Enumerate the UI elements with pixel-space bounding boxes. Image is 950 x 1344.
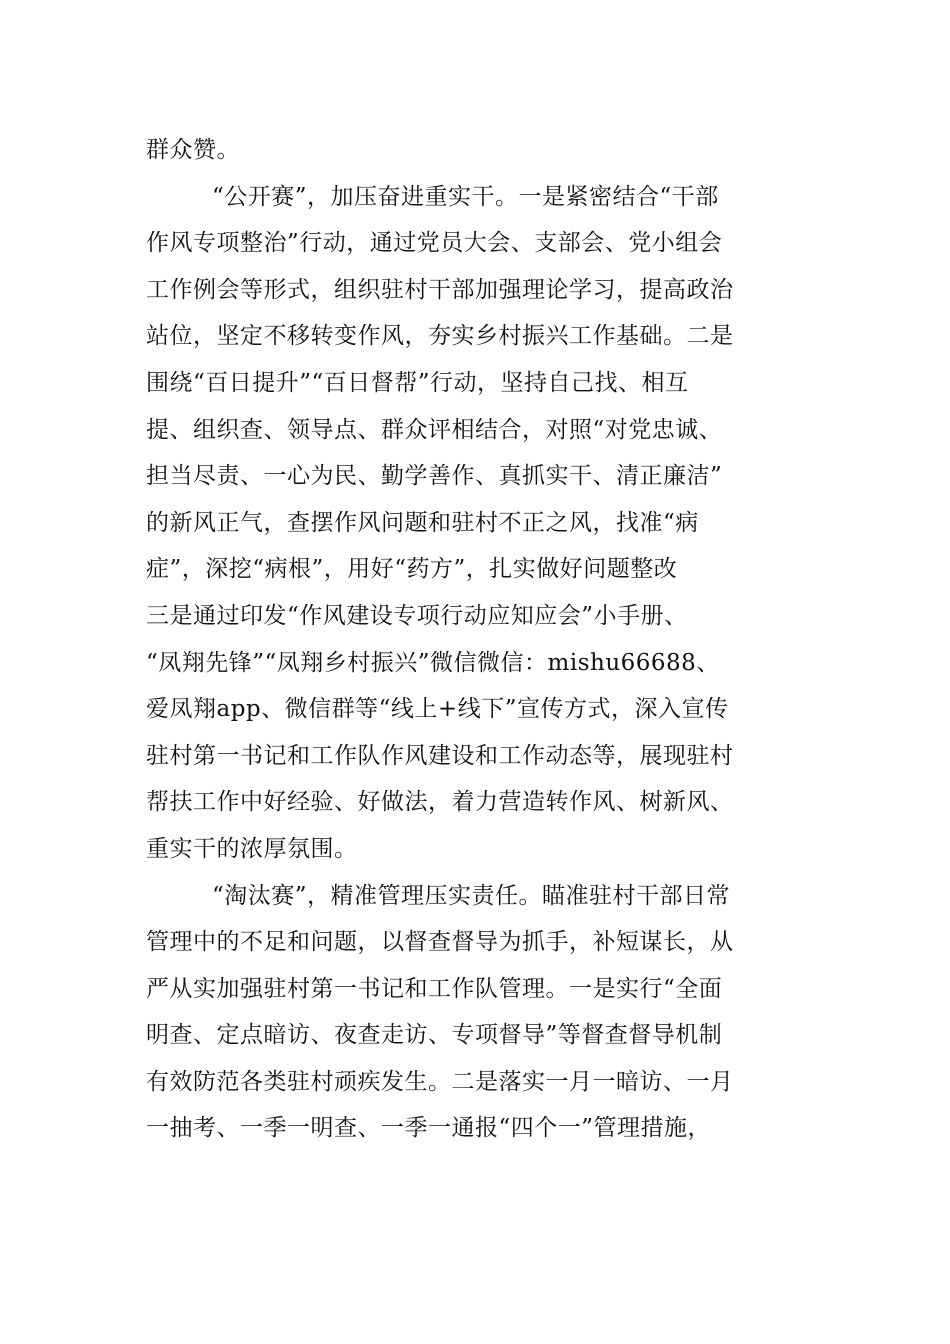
text-line: 驻村第一书记和工作队作风建设和工作动态等，展现驻村: [146, 742, 734, 769]
text-line: 三是通过印发“作风建设专项行动应知应会”小手册、: [146, 602, 688, 629]
text-line: 群众赞。: [146, 137, 240, 163]
text-line: 爱凤翔app、微信群等“线上+线下”宣传方式，深入宣传: [146, 696, 729, 723]
text-line: 一抽考、一季一明查、一季一通报“四个一”管理措施，: [146, 1115, 712, 1142]
text-line: 症”，深挖“病根”，用好“药方”，扎实做好问题整改: [146, 556, 678, 583]
text-line: 帮扶工作中好经验、好做法，着力营造转作风、树新风、: [146, 789, 734, 816]
text-line: 重实干的浓厚氛围。: [146, 835, 358, 862]
text-line: “凤翔先锋”“凤翔乡村振兴”微信微信：mishu66688、: [146, 649, 720, 676]
text-line: 担当尽责、一心为民、勤学善作、真抓实干、清正廉洁”: [146, 463, 723, 490]
text-line: 作风专项整治”行动，通过党员大会、支部会、党小组会: [146, 230, 723, 257]
text-line: 有效防范各类驻村顽疾发生。二是落实一月一暗访、一月: [146, 1068, 734, 1095]
paragraph-start-line: “淘汰赛”，精准管理压实责任。瞄准驻村干部日常: [212, 882, 731, 909]
paragraph-start-line: “公开赛”，加压奋进重实干。一是紧密结合“干部: [212, 183, 719, 210]
text-line: 的新风正气，查摆作风问题和驻村不正之风，找准“病: [146, 509, 699, 536]
text-line: 站位，坚定不移转变作风，夯实乡村振兴工作基础。二是: [146, 323, 734, 350]
text-line: 严从实加强驻村第一书记和工作队管理。一是实行“全面: [146, 975, 723, 1002]
text-line: 明查、定点暗访、夜查走访、专项督导”等督查督导机制: [146, 1022, 723, 1049]
text-line: 提、组织查、领导点、群众评相结合，对照“对党忠诚、: [146, 416, 723, 443]
text-line: 围绕“百日提升”“百日督帮”行动，坚持自己找、相互: [146, 369, 689, 396]
text-line: 工作例会等形式，组织驻村干部加强理论学习，提高政治: [146, 276, 734, 303]
body-text: [146, 127, 811, 1152]
text-line: 管理中的不足和问题，以督查督导为抓手，补短谋长，从: [146, 929, 734, 956]
